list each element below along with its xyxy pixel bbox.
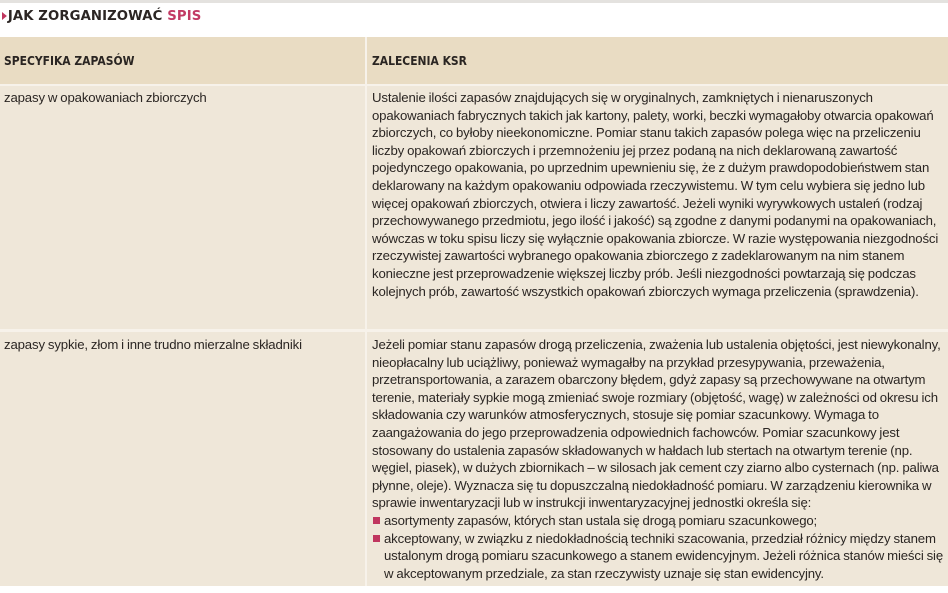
zalecenia-text: Ustalenie ilości zapasów znajdujących się w oryginalnych, zamkniętych i nienaruszonych opakowaniach fabrycznych takich jak kartony, palety, worki, beczki wymagałoby otwarcia opakowań zbiorczych, co byłoby nieekonomiczne. Pomiar stanu takich zapasów polega więc na przeliczeniu liczby opakowań zbiorczych i przemnożeniu jej przez podaną na nich deklarowaną zawartość pojedynczego opakowania, po uprzednim upewnieniu się, że z dużym prawdopodobieństwem stan deklarowany na każdym opakowaniu odpowiada rzeczywistemu. W tym celu wybiera się jedno lub więcej opakowań zbiorczych, otwiera i liczy zawartość. Jeżeli wyniki wyrywkowych ustaleń (rodzaj przechowywanego przedmiotu, jego ilość i jakość) są zgodne z danymi podanymi na opakowaniach, wówczas w toku spisu liczy się wyłącznie opakowania zbiorcze. W razie występowania niezgodności rzeczywistej zawartości wybranego opakowania zbiorczego z zadeklarowanym na nim stanem konieczne jest przeprowadzenie większej liczby prób. Jeśli niezgodności powtarzają się podczas kolejnych prób, zawartość wszystkich opakowań zbiorczych wymaga przeliczenia (sprawdzenia). xyxy=(372,90,939,299)
bullet-item: akceptowany, w związku z niedokładnością techniki szacowania, przedział różnicy między stanem ustalonym drogą pomiaru szacunkowego a stanem ewidencyjnym. Jeżeli różnica stanów mieści się w akceptowanym przedziale, za stan rzeczywisty uznaje się stan ewidencyjny. xyxy=(372,530,944,583)
specyfika-text: zapasy w opakowaniach zbiorczych xyxy=(4,90,207,105)
cell-zalecenia xyxy=(366,331,948,587)
specyfika-text: zapasy sypkie, złom i inne trudno mierzalne składniki xyxy=(4,337,302,352)
section-title xyxy=(2,5,201,27)
bullet-item: asortymenty zapasów, których stan ustala się drogą pomiaru szacunkowego; xyxy=(372,512,944,530)
bullet-list xyxy=(372,512,944,582)
table-row xyxy=(0,331,948,587)
column-header-specyfika: SPECYFIKA ZAPASÓW xyxy=(0,37,366,85)
title-main: JAK ZORGANIZOWAĆ xyxy=(7,8,163,24)
table-row xyxy=(0,85,948,331)
inventory-table xyxy=(0,37,948,586)
title-accent: SPIS xyxy=(167,8,202,24)
cell-zalecenia xyxy=(366,85,948,331)
table-header-row xyxy=(0,37,948,85)
square-bullet-icon xyxy=(373,535,380,542)
square-bullet-icon xyxy=(373,517,380,524)
top-rule xyxy=(0,0,948,3)
cell-specyfika xyxy=(0,85,366,331)
column-header-zalecenia: ZALECENIA KSR xyxy=(366,37,948,85)
triangle-marker-icon xyxy=(2,12,7,20)
zalecenia-text: Jeżeli pomiar stanu zapasów drogą przeliczenia, zważenia lub ustalenia objętości, jest niewykonalny, nieopłacalny lub uciążliwy, ponieważ wymagałby na przykład przesypywania, przeważenia, przetransportowania, a zarazem obarczony błędem, gdyż zapasy są przechowywane na otwartym terenie, materiały sypkie mogą zmieniać swoje rozmiary (objętość, wagę) w zależności od okresu ich składowania czy warunków atmosferycznych, stosuje się pomiar szacunkowy. Wymaga to zaangażowania do jego przeprowadzenia odpowiednich fachowców. Pomiar szacunkowy jest stosowany do ustalenia zapasów składowanych w hałdach lub stertach na otwartym terenie (np. węgiel, piasek), w dużych zbiornikach – w silosach jak cement czy ziarno albo cysternach (np. paliwa płynne, oleje). Wyznacza się tu dopuszczalną niedokładność pomiaru. W zarządzeniu kierownika w sprawie inwentaryzacji lub w instrukcji inwentaryzacyjnej jednostki określa się: xyxy=(372,337,941,511)
cell-specyfika xyxy=(0,331,366,587)
